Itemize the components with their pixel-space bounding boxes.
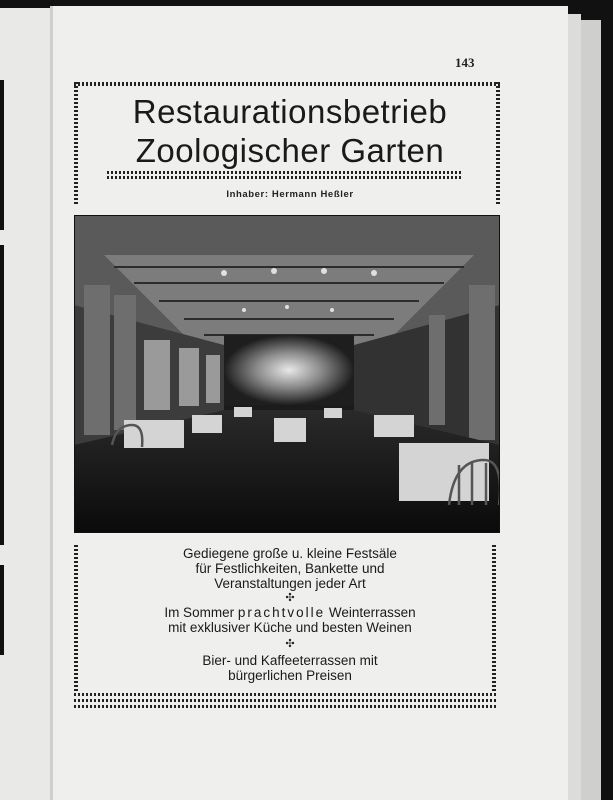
title-line-2: Zoologischer Garten xyxy=(135,132,445,169)
body-line-6: Bier- und Kaffeeterrassen mit xyxy=(202,653,378,668)
frame-left-border xyxy=(74,82,78,206)
left-page-text-strip xyxy=(0,565,4,655)
body-line-4 xyxy=(90,605,490,620)
body-line-1: Gediegene große u. kleine Festsäle xyxy=(183,546,397,561)
frame-bottom-rule xyxy=(74,693,496,696)
left-page-edge xyxy=(0,8,54,800)
owner-line: Inhaber: Hermann Heßler xyxy=(226,189,354,200)
ornament-divider: ✣ xyxy=(285,592,295,604)
page-number: 143 xyxy=(455,55,475,70)
frame-bottom-rule xyxy=(74,699,496,702)
body-line-4-suffix: Weinterrassen xyxy=(325,605,416,620)
title-line-1: Restaurationsbetrieb xyxy=(132,93,448,130)
title-rule xyxy=(107,176,463,179)
page-stack-edge xyxy=(580,20,601,800)
left-page-text-strip xyxy=(0,80,4,230)
body-line-7: bürgerlichen Preisen xyxy=(228,668,352,683)
title-rule xyxy=(107,171,463,174)
frame-bottom-rule xyxy=(74,705,496,708)
frame-left-border xyxy=(74,545,78,693)
restaurant-interior-photo xyxy=(74,215,500,533)
body-line-3: Veranstaltungen jeder Art xyxy=(214,576,366,591)
frame-top-border xyxy=(74,82,500,86)
body-line-5: mit exklusiver Küche und besten Weinen xyxy=(168,620,412,635)
ornament-divider: ✣ xyxy=(285,638,295,650)
left-page-text-strip xyxy=(0,245,4,545)
body-line-4-prefix: Im Sommer xyxy=(164,605,238,620)
frame-right-border xyxy=(496,82,500,206)
frame-right-border xyxy=(492,545,496,693)
body-line-4-spaced: prachtvolle xyxy=(237,605,326,620)
body-line-2: für Festlichkeiten, Bankette und xyxy=(195,561,385,576)
